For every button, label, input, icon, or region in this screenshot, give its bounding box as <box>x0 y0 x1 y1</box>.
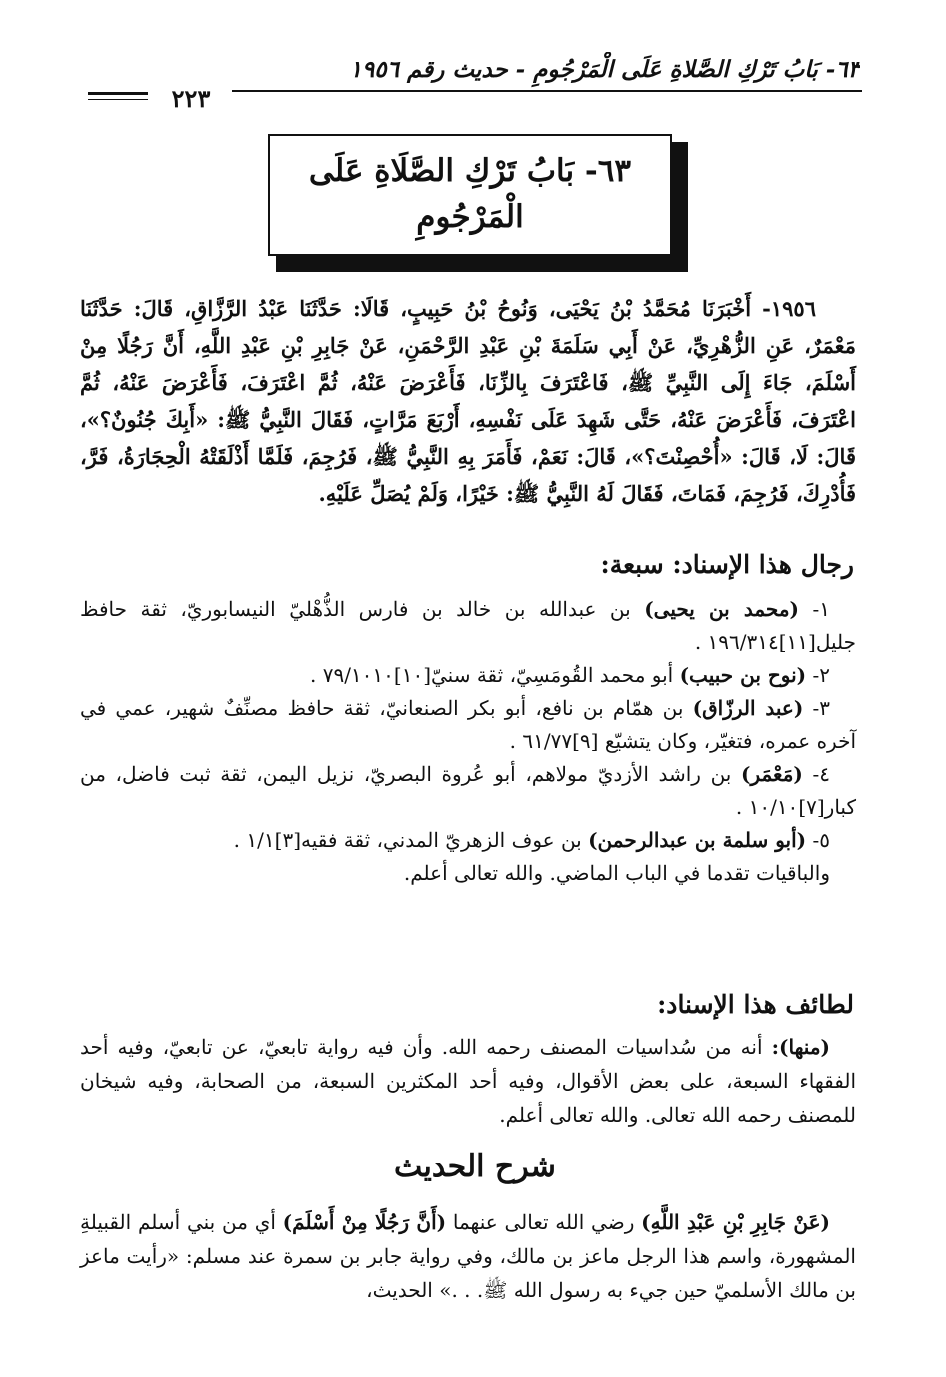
sharh-quote-2: (أَنَّ رَجُلًا مِنْ أَسْلَمَ) <box>282 1210 447 1234</box>
lataif-text: أنه من سُداسيات المصنف رحمه الله. وأن فيه رواية تابعيّ، عن تابعيّ، وفيه أحد الفقهاء السبعة، على بعض الأقوال، وفيه أحد المكثرين السبعة، من الصحابة، وفيه شيخان للمصنف رحمه الله تعالى. والله تعالى أعلم. <box>80 1035 856 1127</box>
lataif-paragraph <box>80 1030 856 1132</box>
sharh-quote-1: (عَنْ جَابِرِ بْنِ عَبْدِ اللَّهِ) <box>641 1210 831 1234</box>
narrator-item: ٣- (عبد الرزّاق) بن همّام بن نافع، أبو بكر الصنعانيّ، ثقة حافظ مصنِّفٌ شهير، عمي في آخره عمره، فتغيّر، وكان يتشيّع [٩]٦١/٧٧ . <box>80 696 856 753</box>
narrators-note: والباقيات تقدما في الباب الماضي. والله تعالى أعلم. <box>403 861 830 885</box>
page-number: ٢٢٣ <box>171 84 211 113</box>
header-rule-thick <box>88 92 148 95</box>
header-rule <box>232 90 862 92</box>
chapter-title-box <box>268 134 672 256</box>
narrator-desc: بن راشد الأزديّ مولاهم، أبو عُروة البصريّ، نزيل اليمن، ثقة ثبت فاضل، من كبار[٧]١٠/١٠ . <box>80 762 856 819</box>
narrator-desc: بن عبدالله بن خالد بن فارس الذُّهْليّ النيسابوريّ، ثقة حافظ جليل[١١]١٩٦/٣١٤ . <box>80 597 856 654</box>
hadith-text: ١٩٥٦- أَخْبَرَنَا مُحَمَّدُ بْنُ يَحْيَى، وَنُوحُ بْنُ حَبِيبٍ، قَالَا: حَدَّثَنَا عَبْدُ الرَّزَّاقِ، قَالَ: حَدَّثَنَا مَعْمَرٌ، عَنِ الزُّهْرِيِّ، عَنْ أَبِي سَلَمَةَ بْنِ عَبْدِ الرَّحْمَنِ، عَنْ جَابِرِ بْنِ عَبْدِ اللَّهِ، أَنَّ رَجُلًا مِنْ أَسْلَمَ، جَاءَ إِلَى النَّبِيِّ ﷺ، فَاعْتَرَفَ بِالزِّنَا، فَأَعْرَضَ عَنْهُ، ثُمَّ اعْتَرَفَ، فَأَعْرَضَ عَنْهُ، ثُمَّ اعْتَرَفَ، فَأَعْرَضَ عَنْهُ، حَتَّى شَهِدَ عَلَى نَفْسِهِ، أَرْبَعَ مَرَّاتٍ، فَقَالَ النَّبِيُّ ﷺ: «أَبِكَ جُنُونٌ؟»، قَالَ: لَا، قَالَ: «أُحْصِنْتَ؟»، قَالَ: نَعَمْ، فَأَمَرَ بِهِ النَّبِيُّ ﷺ، فَرُجِمَ، فَلَمَّا أَذْلَقَتْهُ الْحِجَارَةُ، فَرَّ، فَأُدْرِكَ، فَرُجِمَ، فَمَاتَ، فَقَالَ لَهُ النَّبِيُّ ﷺ: خَيْرًا، وَلَمْ يُصَلِّ عَلَيْهِ. <box>80 296 856 506</box>
narrators-heading: رجال هذا الإسناد: سبعة: <box>600 550 854 579</box>
narrator-desc: بن عوف الزهريّ المدني، ثقة فقيه[٣]١/١ . <box>233 828 589 852</box>
sharh-text-1: رضي الله تعالى عنهما <box>446 1210 642 1234</box>
narrator-name: (مَعْمَر) <box>740 762 803 786</box>
narrator-item: ٤- (مَعْمَر) بن راشد الأزديّ مولاهم، أبو عُروة البصريّ، نزيل اليمن، ثقة ثبت فاضل، من كبار[٧]١٠/١٠ . <box>80 762 856 819</box>
header-rule-thin-lower <box>88 99 148 100</box>
chapter-title-line1: ٦٣- بَابُ تَرْكِ الصَّلَاةِ عَلَى <box>308 153 632 189</box>
narrator-item: ١- (محمد بن يحيى) بن عبدالله بن خالد بن فارس الذُّهْليّ النيسابوريّ، ثقة حافظ جليل[١١]١٩٦/٣١٤ . <box>80 597 856 654</box>
narrator-name: (نوح بن حبيب) <box>679 663 807 687</box>
narrator-desc: أبو محمد القُومَسِيّ، ثقة سنيّ[١٠]٧٩/١٠١٠ . <box>309 663 680 687</box>
narrator-item: ٥- (أبو سلمة بن عبدالرحمن) بن عوف الزهريّ المدني، ثقة فقيه[٣]١/١ . <box>233 828 830 852</box>
narrator-name: (عبد الرزّاق) <box>692 696 804 720</box>
chapter-title-line2: الْمَرْجُومِ <box>416 199 524 235</box>
narrator-desc: بن همّام بن نافع، أبو بكر الصنعانيّ، ثقة حافظ مصنِّفٌ شهير، عمي في آخره عمره، فتغيّر، وكان يتشيّع [٩]٦١/٧٧ . <box>80 696 856 753</box>
lataif-lead: (منها): <box>771 1035 830 1059</box>
sharh-title: شرح الحديث <box>394 1149 556 1184</box>
sharh-paragraph <box>80 1205 856 1307</box>
narrator-name: (محمد بن يحيى) <box>644 597 799 621</box>
narrator-name: (أبو سلمة بن عبدالرحمن) <box>588 828 807 852</box>
sharh-text-2: أي من بني أسلم القبيلةِ المشهورة، واسم هذا الرجل ماعز بن مالك، وفي رواية جابر بن سمرة عند مسلم: «رأيت ماعز بن مالك الأسلميّ حين جيء به رسول الله ﷺ. . .» الحديث، <box>80 1210 856 1302</box>
running-header: ٦٣- بَابُ تَرْكِ الصَّلاةِ عَلَى الْمَرْجُومِ - حديث رقم ١٩٥٦ <box>349 56 860 83</box>
lataif-heading: لطائف هذا الإسناد: <box>657 990 854 1019</box>
narrators-list <box>80 593 856 890</box>
narrator-item: ٢- (نوح بن حبيب) أبو محمد القُومَسِيّ، ثقة سنيّ[١٠]٧٩/١٠١٠ . <box>309 663 830 687</box>
